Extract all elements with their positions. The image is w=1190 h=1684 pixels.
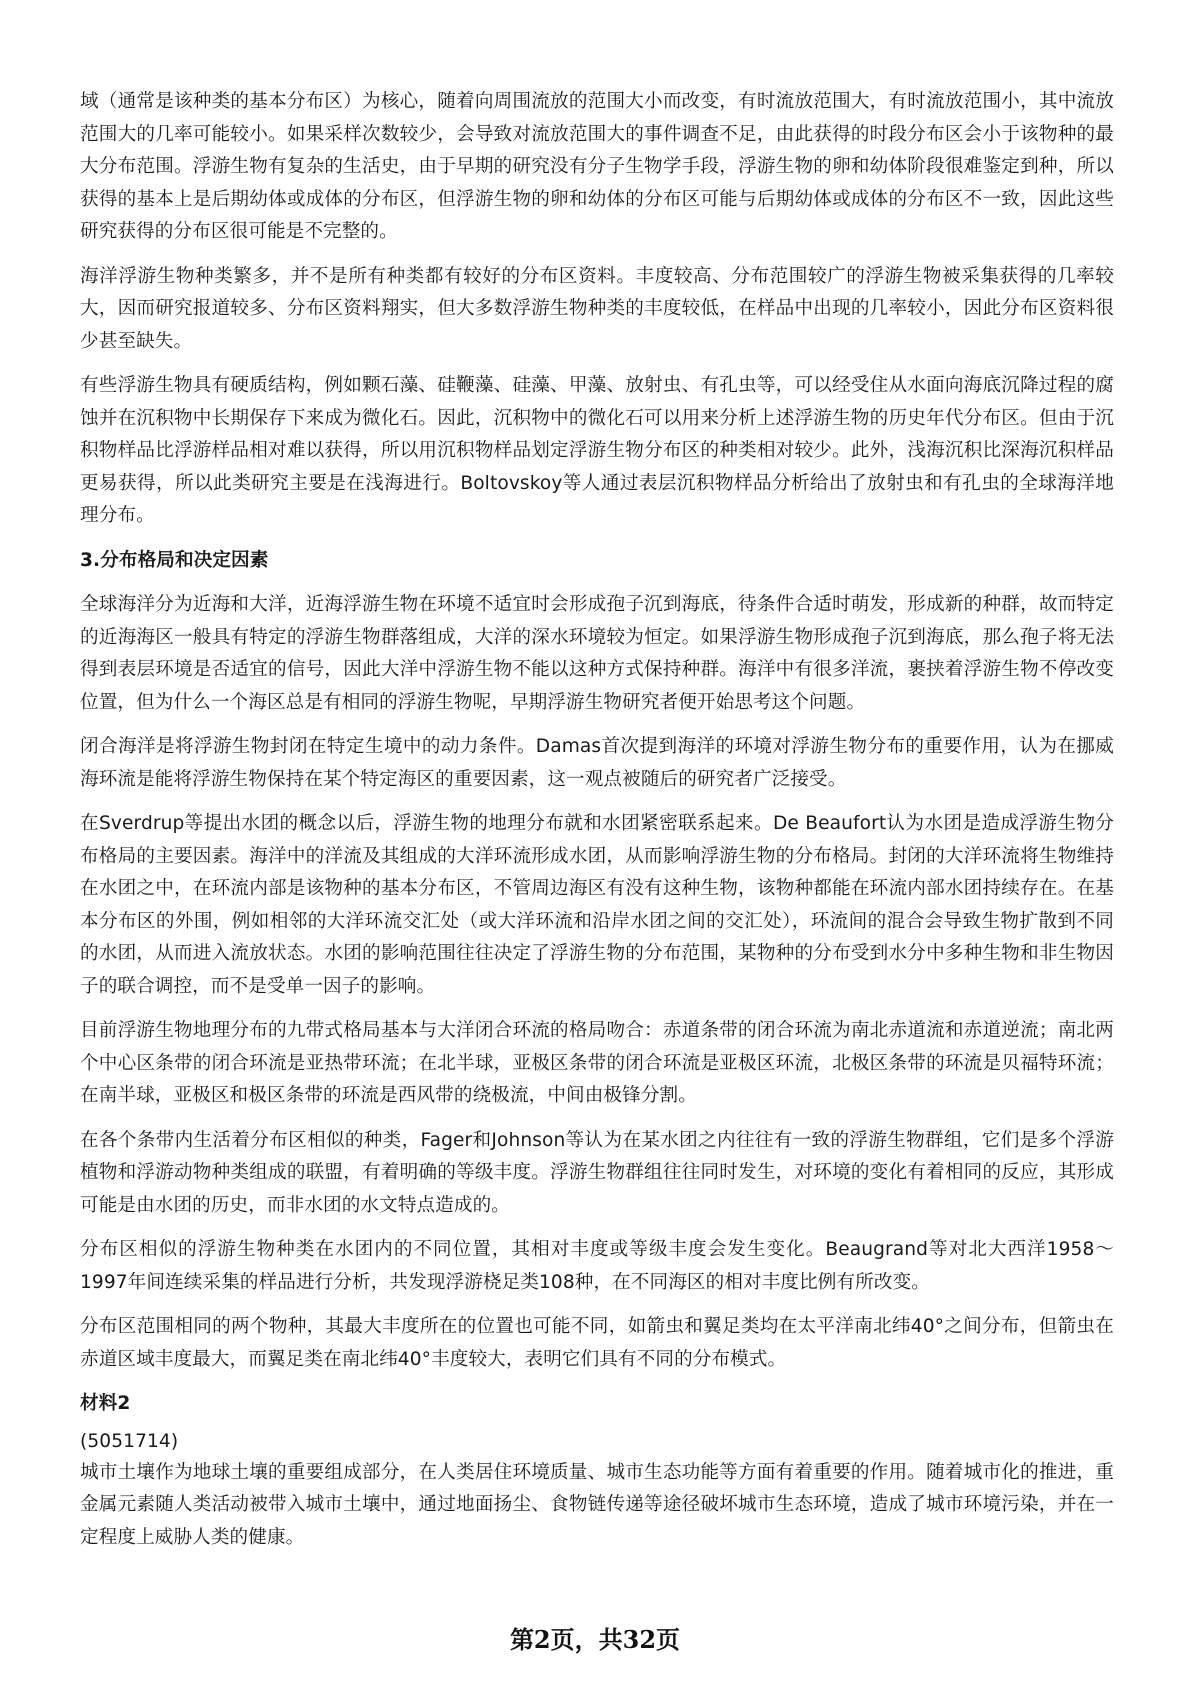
- page-number-footer: 第2页，共32页: [509, 1625, 681, 1654]
- paragraph: 分布区相似的浮游生物种类在水团内的不同位置，其相对丰度或等级丰度会发生变化。Beaugrand等对北大西洋1958～1997年间连续采集的样品进行分析，共发现浮游桡足类108种，在不同海区的相对丰度比例有所改变。: [80, 1239, 1114, 1293]
- page-content: [80, 86, 1114, 1554]
- material-code: (5051714): [80, 1430, 179, 1452]
- paragraph: 分布区范围相同的两个物种，其最大丰度所在的位置也可能不同，如箭虫和翼足类均在太平洋南北纬40°之间分布，但箭虫在赤道区域丰度最大，而翼足类在南北纬40°丰度较大，表明它们具有不同的分布模式。: [80, 1316, 1114, 1370]
- paragraph: 海洋浮游生物种类繁多，并不是所有种类都有较好的分布区资料。丰度较高、分布范围较广的浮游生物被采集获得的几率较大，因而研究报道较多、分布区资料翔实，但大多数浮游生物种类的丰度较低，在样品中出现的几率较小，因此分布区资料很少甚至缺失。: [80, 265, 1114, 352]
- paragraph: 全球海洋分为近海和大洋，近海浮游生物在环境不适宜时会形成孢子沉到海底，待条件合适时萌发，形成新的种群，故而特定的近海海区一般具有特定的浮游生物群落组成，大洋的深水环境较为恒定。如果浮游生物形成孢子沉到海底，那么孢子将无法得到表层环境是否适宜的信号，因此大洋中浮游生物不能以这种方式保持种群。海洋中有很多洋流，裹挟着浮游生物不停改变位置，但为什么一个海区总是有相同的浮游生物呢，早期浮游生物研究者便开始思考这个问题。: [80, 594, 1114, 713]
- paragraph: 目前浮游生物地理分布的九带式格局基本与大洋闭合环流的格局吻合：赤道条带的闭合环流为南北赤道流和赤道逆流；南北两个中心区条带的闭合环流是亚热带环流；在北半球，亚极区条带的闭合环流是亚极区环流，北极区条带的环流是贝福特环流；在南半球，亚极区和极区条带的环流是西风带的绕极流，中间由极锋分割。: [80, 1020, 1114, 1106]
- paragraph: 闭合海洋是将浮游生物封闭在特定生境中的动力条件。Damas首次提到海洋的环境对浮游生物分布的重要作用，认为在挪威海环流是能将浮游生物保持在某个特定海区的重要因素，这一观点被随后的研究者广泛接受。: [80, 736, 1114, 790]
- paragraph: 域（通常是该种类的基本分布区）为核心，随着向周围流放的范围大小而改变，有时流放范围大，有时流放范围小，其中流放范围大的几率可能较小。如果采样次数较少，会导致对流放范围大的事件调查不足，由此获得的时段分布区会小于该物种的最大分布范围。浮游生物有复杂的生活史，由于早期的研究没有分子生物学手段，浮游生物的卵和幼体阶段很难鉴定到种，所以获得的基本上是后期幼体或成体的分布区，但浮游生物的卵和幼体的分布区可能与后期幼体或成体的分布区不一致，因此这些研究获得的分布区很可能是不完整的。: [80, 91, 1114, 242]
- paragraph: 有些浮游生物具有硬质结构，例如颗石藻、硅鞭藻、硅藻、甲藻、放射虫、有孔虫等，可以经受住从水面向海底沉降过程的腐蚀并在沉积物中长期保存下来成为微化石。因此，沉积物中的微化石可以用来分析上述浮游生物的历史年代分布区。但由于沉积物样品比浮游样品相对难以获得，所以用沉积物样品划定浮游生物分布区的种类相对较少。此外，浅海沉积比深海沉积样品更易获得，所以此类研究主要是在浅海进行。Boltovskoy等人通过表层沉积物样品分析给出了放射虫和有孔虫的全球海洋地理分布。: [80, 375, 1114, 526]
- paragraph: 在各个条带内生活着分布区相似的种类，Fager和Johnson等认为在某水团之内往往有一致的浮游生物群组，它们是多个浮游植物和浮游动物种类组成的联盟，有着明确的等级丰度。浮游生物群组往往同时发生，对环境的变化有着相同的反应，其形成可能是由水团的历史，而非水团的水文特点造成的。: [80, 1129, 1114, 1216]
- material-paragraph: 城市土壤作为地球土壤的重要组成部分，在人类居住环境质量、城市生态功能等方面有着重要的作用。随着城市化的推进，重金属元素随人类活动被带入城市土壤中，通过地面扬尘、食物链传递等途径破坏城市生态环境，造成了城市环境污染，并在一定程度上威胁人类的健康。: [80, 1461, 1114, 1548]
- section-heading: 3.分布格局和决定因素: [80, 549, 269, 571]
- paragraph: 在Sverdrup等提出水团的概念以后，浮游生物的地理分布就和水团紧密联系起来。De Beaufort认为水团是造成浮游生物分布格局的主要因素。海洋中的洋流及其组成的大洋环流形成水团，从而影响浮游生物的分布格局。封闭的大洋环流将生物维持在水团之中，在环流内部是该物种的基本分布区，不管周边海区有没有这种生物，该物种都能在环流内部水团持续存在。在基本分布区的外围，例如相邻的大洋环流交汇处（或大洋环流和沿岸水团之间的交汇处），环流间的混合会导致生物扩散到不同的水团，从而进入流放状态。水团的影响范围往往决定了浮游生物的分布范围，某物种的分布受到水分中多种生物和非生物因子的联合调控，而不是受单一因子的影响。: [80, 813, 1114, 997]
- material-heading: 材料2: [80, 1393, 131, 1414]
